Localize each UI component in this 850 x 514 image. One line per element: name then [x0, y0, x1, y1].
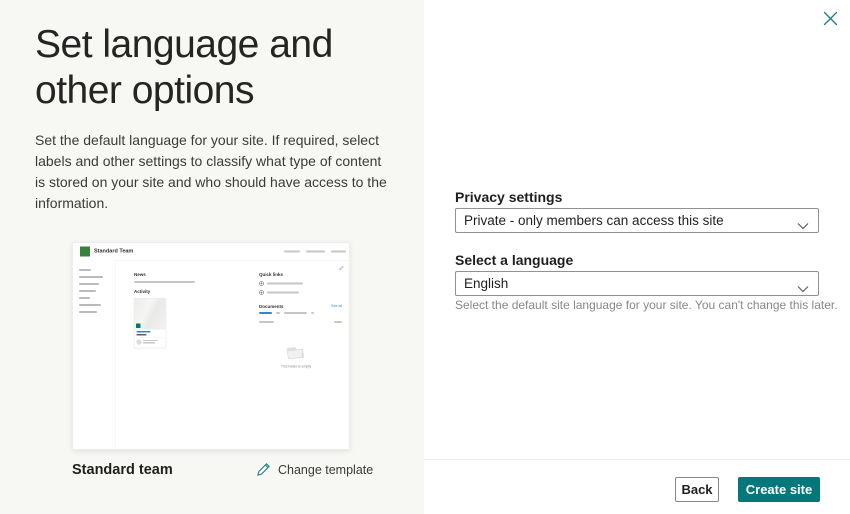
footer-divider — [424, 459, 850, 460]
mini-text-bar — [143, 340, 158, 341]
page-title: Set language and other options — [35, 23, 333, 112]
mini-quick-link-row — [259, 290, 299, 295]
template-preview-mini-site — [73, 243, 350, 450]
create-site-button[interactable]: Create site — [738, 477, 820, 502]
language-label: Select a language — [455, 252, 574, 268]
mini-documents-heading: Documents — [259, 304, 284, 309]
privacy-settings-label: Privacy settings — [455, 189, 563, 205]
close-button[interactable] — [816, 4, 844, 32]
mini-nav-item-bar — [79, 304, 101, 306]
chevron-down-icon — [797, 217, 809, 235]
mini-column-bar — [334, 321, 342, 323]
language-help-text: Select the default site language for your site. You can't change this later. — [455, 298, 838, 312]
mini-edit-pencil-icon — [339, 264, 344, 273]
template-name: Standard team — [72, 462, 173, 478]
mini-site-logo — [80, 247, 90, 257]
mini-news-heading: News — [134, 272, 146, 277]
mini-activity-heading: Activity — [134, 289, 151, 294]
mini-site-title: Standard Team — [94, 248, 134, 254]
mini-quick-links-heading: Quick links — [259, 272, 284, 277]
back-button[interactable]: Back — [675, 477, 719, 502]
mini-column-bar — [259, 321, 274, 323]
change-template-label: Change template — [278, 462, 374, 477]
close-icon — [823, 11, 838, 26]
mini-activity-person-row — [137, 338, 164, 345]
mini-activity-link-bar — [137, 331, 151, 333]
pencil-icon — [256, 462, 271, 477]
mini-quick-link-row — [259, 281, 303, 286]
mini-nav-item-bar — [79, 283, 99, 285]
mini-activity-image — [135, 299, 166, 330]
add-circle-icon — [259, 281, 264, 286]
page-description: Set the default language for your site. If required, select labels and other settings to classify what type of content is stored on your site and who should have access to the information. — [35, 132, 387, 211]
mini-toolbar-bar — [276, 312, 280, 314]
options-panel — [424, 0, 850, 514]
template-preview — [72, 242, 350, 450]
mini-activity-card-body — [135, 330, 166, 347]
mini-documents-header-row — [259, 321, 342, 323]
mini-empty-folder-text: This folder is empty — [280, 365, 312, 369]
mini-new-button-bar — [259, 312, 272, 314]
mini-header-links — [284, 251, 346, 253]
change-template-button[interactable] — [256, 462, 373, 477]
language-select[interactable] — [455, 271, 819, 296]
language-select-value: English — [464, 276, 509, 291]
mini-nav-item-bar — [79, 290, 96, 292]
mini-person-text-bars — [143, 340, 158, 345]
empty-folder-icon — [284, 343, 307, 364]
mini-documents-toolbar — [259, 312, 314, 314]
mini-nav-item-bar — [79, 276, 103, 278]
mini-nav-item-bar — [79, 269, 91, 271]
privacy-select-value: Private - only members can access this site — [464, 213, 724, 228]
chevron-down-icon — [797, 280, 809, 298]
mini-activity-app-icon — [136, 324, 141, 329]
mini-see-all-link: See all — [331, 304, 342, 308]
template-panel — [0, 0, 424, 514]
mini-text-bar — [143, 342, 155, 343]
mini-header-link-bar — [284, 251, 300, 253]
mini-quick-link-bar — [267, 283, 303, 285]
mini-toolbar-bar — [311, 312, 314, 314]
mini-site-nav — [73, 260, 116, 450]
mini-site-content — [116, 260, 350, 450]
mini-activity-title-bar — [137, 334, 147, 336]
mini-site-header — [73, 243, 350, 261]
mini-nav-item-bar — [79, 297, 90, 299]
mini-activity-card — [134, 298, 166, 348]
mini-view-selector-bar — [284, 312, 307, 314]
mini-nav-item-bar — [79, 311, 97, 313]
mini-avatar — [137, 340, 142, 345]
privacy-select[interactable] — [455, 208, 819, 233]
mini-header-link-bar — [306, 251, 325, 253]
mini-news-text-bar — [134, 281, 195, 283]
mini-header-link-bar — [331, 251, 346, 253]
add-circle-icon — [259, 290, 264, 295]
mini-quick-link-bar — [267, 292, 299, 294]
